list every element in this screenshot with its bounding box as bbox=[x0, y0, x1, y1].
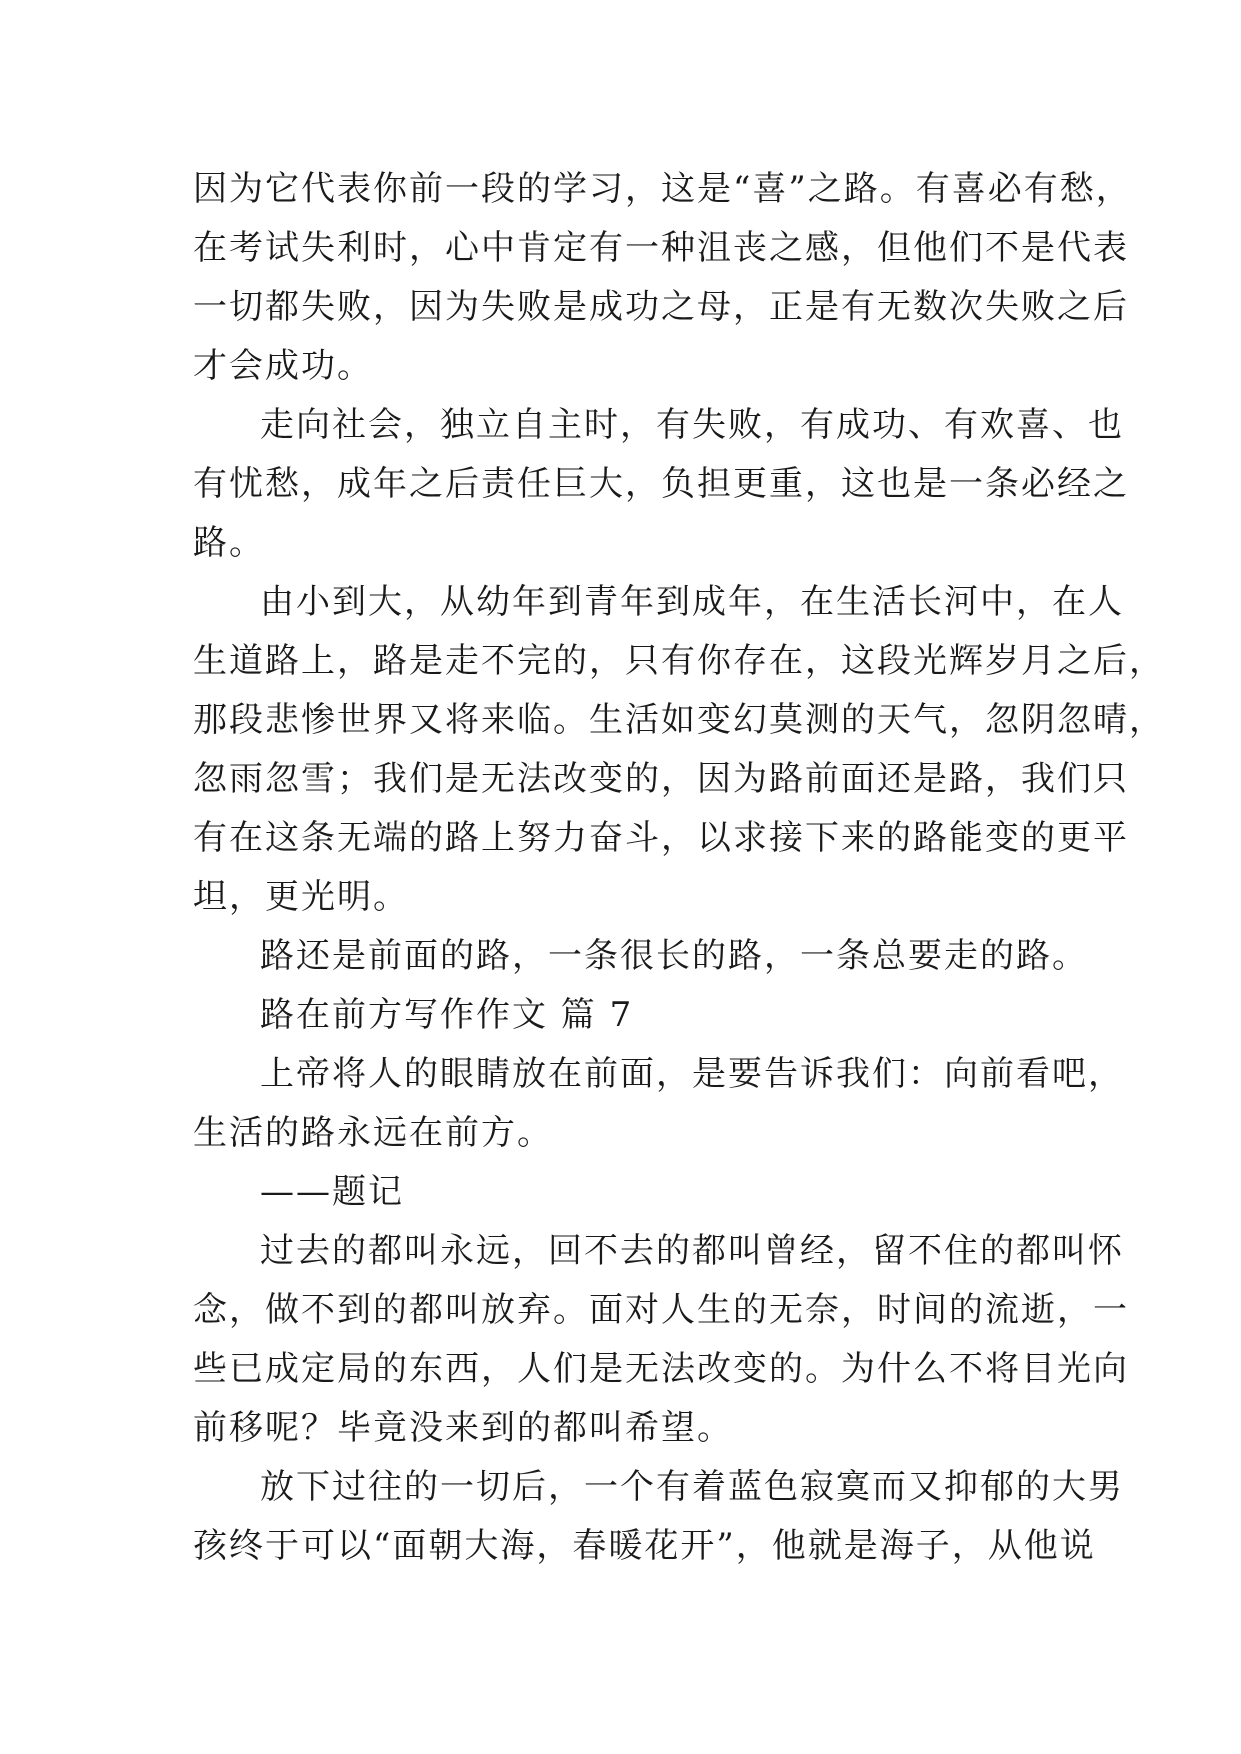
text-line: 才会成功。 bbox=[193, 346, 373, 386]
text-line: ——题记 bbox=[260, 1172, 404, 1212]
text-line: 些已成定局的东西，人们是无法改变的。为什么不将目光向 bbox=[193, 1349, 1129, 1389]
text-line: 孩终于可以“面朝大海，春暖花开”，他就是海子，从他说 bbox=[193, 1526, 1096, 1566]
text-line: 有忧愁，成年之后责任巨大，负担更重，这也是一条必经之 bbox=[193, 464, 1129, 504]
text-line: 走向社会，独立自主时，有失败，有成功、有欢喜、也 bbox=[260, 405, 1124, 445]
text-line: 因为它代表你前一段的学习，这是“喜”之路。有喜必有愁， bbox=[193, 169, 1132, 209]
text-line: 那段悲惨世界又将来临。生活如变幻莫测的天气，忽阴忽晴， bbox=[193, 700, 1165, 740]
text-line: 忽雨忽雪；我们是无法改变的，因为路前面还是路，我们只 bbox=[193, 759, 1129, 799]
text-line: 在考试失利时，心中肯定有一种沮丧之感，但他们不是代表 bbox=[193, 228, 1129, 268]
text-line: 路。 bbox=[193, 523, 265, 563]
text-line: 路还是前面的路，一条很长的路，一条总要走的路。 bbox=[260, 936, 1088, 976]
text-line: 坦，更光明。 bbox=[193, 877, 409, 917]
text-line: 一切都失败，因为失败是成功之母，正是有无数次失败之后 bbox=[193, 287, 1129, 327]
document-body bbox=[193, 160, 1165, 1576]
text-line: 放下过往的一切后，一个有着蓝色寂寞而又抑郁的大男 bbox=[260, 1467, 1124, 1507]
text-line: 由小到大，从幼年到青年到成年，在生活长河中，在人 bbox=[260, 582, 1124, 622]
text-line: 有在这条无端的路上努力奋斗，以求接下来的路能变的更平 bbox=[193, 818, 1129, 858]
text-line: 前移呢？毕竟没来到的都叫希望。 bbox=[193, 1408, 733, 1448]
text-line: 念，做不到的都叫放弃。面对人生的无奈，时间的流逝，一 bbox=[193, 1290, 1129, 1330]
text-line: 生活的路永远在前方。 bbox=[193, 1113, 553, 1153]
text-line: 路在前方写作作文 篇 7 bbox=[260, 995, 634, 1035]
text-line: 过去的都叫永远，回不去的都叫曾经，留不住的都叫怀 bbox=[260, 1231, 1124, 1271]
text-line: 上帝将人的眼睛放在前面，是要告诉我们：向前看吧， bbox=[260, 1054, 1124, 1094]
text-line: 生道路上，路是走不完的，只有你存在，这段光辉岁月之后， bbox=[193, 641, 1165, 681]
